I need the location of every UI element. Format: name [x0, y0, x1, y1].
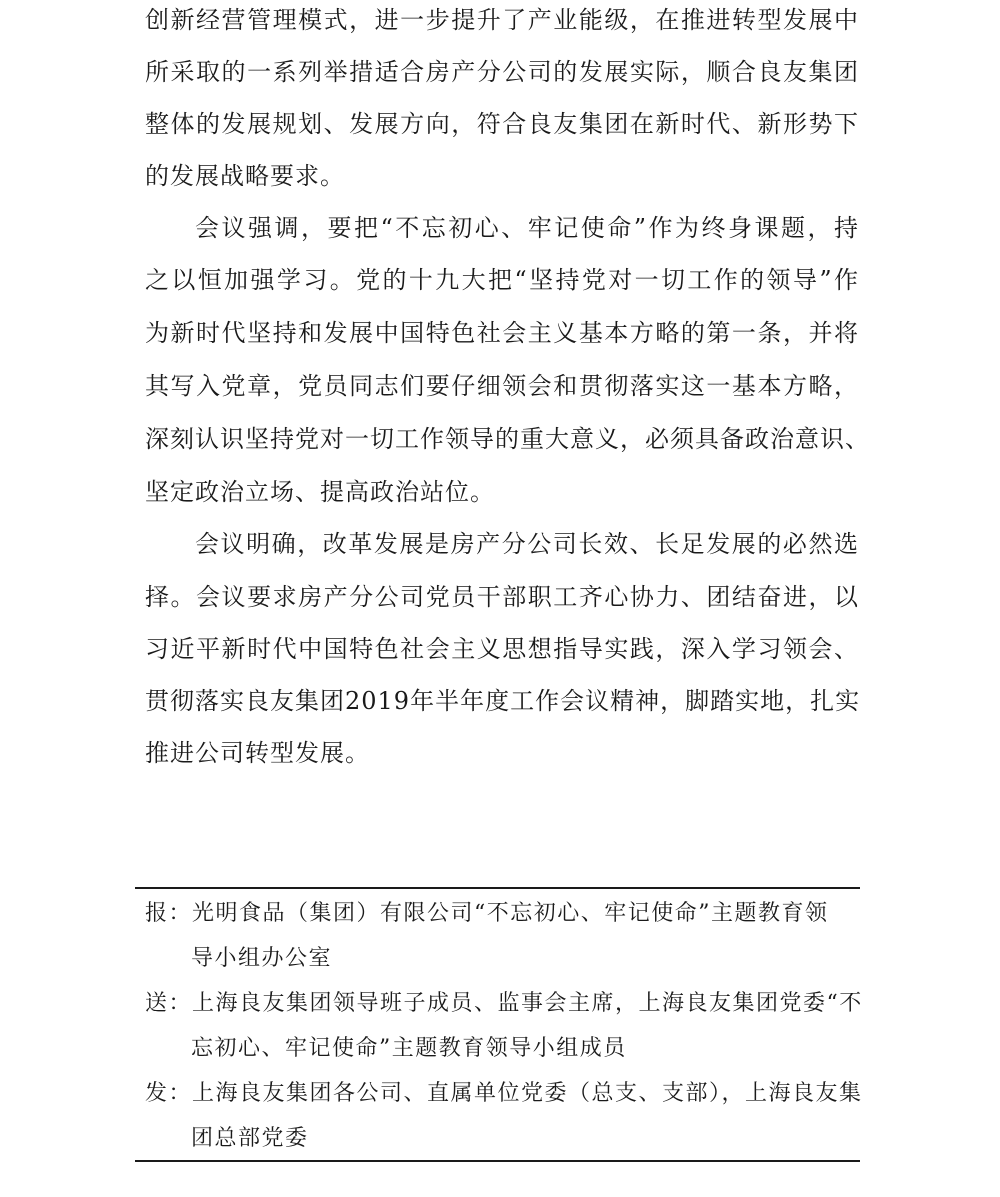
paragraph-1-line-4: 的发展战略要求。: [145, 162, 345, 190]
document-page: [145, 0, 870, 1197]
paragraph-3-line-5: 推进公司转型发展。: [145, 739, 370, 767]
paragraph-1-line-3: 整体的发展规划、发展方向，符合良友集团在新时代、新形势下: [145, 110, 859, 138]
send-to-label: 送：: [145, 991, 193, 1016]
paragraph-3-line-4: 贯彻落实良友集团2019年半年度工作会议精神，脚踏实地，扎实: [145, 687, 861, 715]
report-to-row: [145, 894, 829, 934]
send-to-row: [145, 984, 863, 1024]
paragraph-2-line-2: 之以恒加强学习。党的十九大把“坚持党对一切工作的领导”作: [145, 266, 859, 294]
paragraph-3-line-3: 习近平新时代中国特色社会主义思想指导实践，深入学习领会、: [145, 635, 859, 663]
issue-to-text-line-2: 团总部党委: [191, 1126, 309, 1151]
issue-to-text-line-1: 上海良友集团各公司、直属单位党委（总支、支部），上海良友集: [192, 1081, 863, 1106]
paragraph-2-line-3: 为新时代坚持和发展中国特色社会主义基本方略的第一条，并将: [145, 319, 859, 347]
paragraph-3-line-1: 会议明确，改革发展是房产分公司长效、长足发展的必然选: [195, 530, 859, 558]
paragraph-2-line-4: 其写入党章，党员同志们要仔细领会和贯彻落实这一基本方略，: [145, 372, 859, 400]
paragraph-1-line-1: 创新经营管理模式，进一步提升了产业能级，在推进转型发展中: [145, 6, 859, 34]
distribution-top-rule: [135, 887, 860, 889]
send-to-text-line-1: 上海良友集团领导班子成员、监事会主席，上海良友集团党委“不: [192, 991, 863, 1016]
paragraph-2-line-1: 会议强调，要把“不忘初心、牢记使命”作为终身课题，持: [195, 214, 859, 242]
paragraph-1-line-2: 所采取的一系列举措适合房产分公司的发展实际，顺合良友集团: [145, 58, 859, 86]
paragraph-2-line-6: 坚定政治立场、提高政治站位。: [145, 478, 495, 506]
send-to-text-line-2: 忘初心、牢记使命”主题教育领导小组成员: [191, 1036, 627, 1061]
issue-to-label: 发：: [145, 1081, 193, 1106]
report-to-text-line-1: 光明食品（集团）有限公司“不忘初心、牢记使命”主题教育领: [192, 901, 829, 926]
issue-to-row: [145, 1074, 863, 1114]
report-to-text-line-2: 导小组办公室: [191, 946, 333, 971]
report-to-label: 报：: [145, 901, 193, 926]
paragraph-2-line-5: 深刻认识坚持党对一切工作领导的重大意义，必须具备政治意识、: [145, 425, 870, 453]
paragraph-3-line-2: 择。会议要求房产分公司党员干部职工齐心协力、团结奋进，以: [145, 583, 859, 611]
distribution-bottom-rule: [135, 1160, 860, 1162]
